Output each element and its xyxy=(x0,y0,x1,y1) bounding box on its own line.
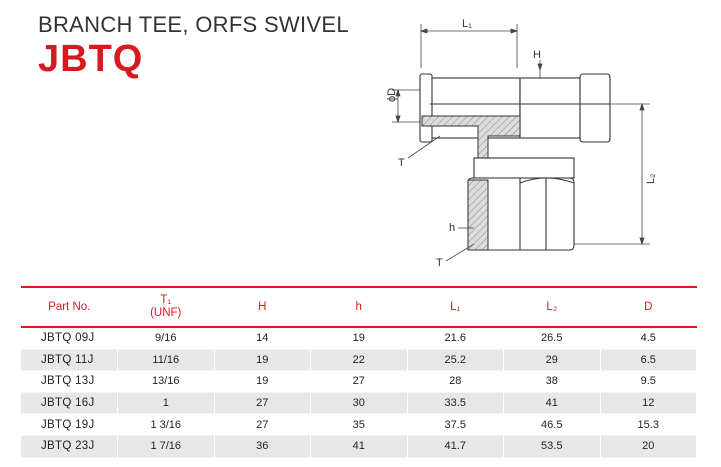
cell-h-small: 30 xyxy=(311,392,408,414)
label-t-bottom: T xyxy=(436,257,443,269)
cell-t1: 13/16 xyxy=(118,371,215,393)
cell-part-no: JBTQ 16J xyxy=(21,392,118,414)
label-l1: L₁ xyxy=(462,18,472,30)
cell-l2: 53.5 xyxy=(504,435,601,457)
cell-l2: 26.5 xyxy=(504,327,601,349)
column-header-d: D xyxy=(644,300,653,313)
cell-l1: 33.5 xyxy=(407,392,504,414)
table-row xyxy=(21,349,697,371)
product-code: JBTQ xyxy=(38,38,144,80)
cell-l1: 28 xyxy=(407,371,504,393)
cell-t1: 1 3/16 xyxy=(118,414,215,436)
cell-t1: 1 xyxy=(118,392,215,414)
cell-h: 19 xyxy=(214,349,311,371)
cell-h: 27 xyxy=(214,392,311,414)
column-header-l1: L₁ xyxy=(450,300,461,313)
cell-l2: 41 xyxy=(504,392,601,414)
table-row xyxy=(21,414,697,436)
cell-d: 20 xyxy=(600,435,697,457)
nut-section-hatch xyxy=(468,180,488,250)
cell-h: 36 xyxy=(214,435,311,457)
cell-h: 27 xyxy=(214,414,311,436)
column-header-part-no: Part No. xyxy=(48,300,91,313)
table-row xyxy=(21,327,697,349)
cell-h-small: 35 xyxy=(311,414,408,436)
cell-d: 12 xyxy=(600,392,697,414)
cell-l2: 38 xyxy=(504,371,601,393)
cell-h: 14 xyxy=(214,327,311,349)
cell-l1: 37.5 xyxy=(407,414,504,436)
column-header-l2: L₂ xyxy=(546,300,558,313)
cell-h-small: 22 xyxy=(311,349,408,371)
product-title: BRANCH TEE, ORFS SWIVEL xyxy=(38,12,349,37)
cell-t1: 9/16 xyxy=(118,327,215,349)
label-h: H xyxy=(533,49,541,61)
table-row xyxy=(21,371,697,393)
cell-h-small: 41 xyxy=(311,435,408,457)
dimensions-table xyxy=(21,286,697,458)
technical-drawing xyxy=(370,8,700,270)
column-header-t1: T₁ (UNF) xyxy=(150,294,182,319)
cell-h-small: 27 xyxy=(311,371,408,393)
cell-h-small: 19 xyxy=(311,327,408,349)
cell-part-no: JBTQ 09J xyxy=(21,327,118,349)
table-row xyxy=(21,435,697,457)
cell-d: 15.3 xyxy=(600,414,697,436)
cell-h: 19 xyxy=(214,371,311,393)
cell-d: 4.5 xyxy=(600,327,697,349)
cell-l2: 46.5 xyxy=(504,414,601,436)
cell-part-no: JBTQ 23J xyxy=(21,435,118,457)
cell-d: 6.5 xyxy=(600,349,697,371)
label-h-small: h xyxy=(449,222,456,234)
table-row xyxy=(21,392,697,414)
cell-t1: 11/16 xyxy=(118,349,215,371)
label-phi-d: ϕD xyxy=(386,87,398,102)
column-header-h: H xyxy=(258,300,267,313)
cell-l1: 41.7 xyxy=(407,435,504,457)
cell-d: 9.5 xyxy=(600,371,697,393)
leader-lines xyxy=(408,136,474,261)
cell-part-no: JBTQ 13J xyxy=(21,371,118,393)
cell-l2: 29 xyxy=(504,349,601,371)
cell-part-no: JBTQ 11J xyxy=(21,349,118,371)
cell-part-no: JBTQ 19J xyxy=(21,414,118,436)
label-l2: L₂ xyxy=(645,173,657,184)
cell-l1: 25.2 xyxy=(407,349,504,371)
table-header-row xyxy=(21,287,697,327)
dimension-l1 xyxy=(421,24,517,68)
cell-l1: 21.6 xyxy=(407,327,504,349)
column-header-h-small: h xyxy=(355,300,362,313)
label-t-top: T xyxy=(398,157,405,169)
cell-t1: 1 7/16 xyxy=(118,435,215,457)
